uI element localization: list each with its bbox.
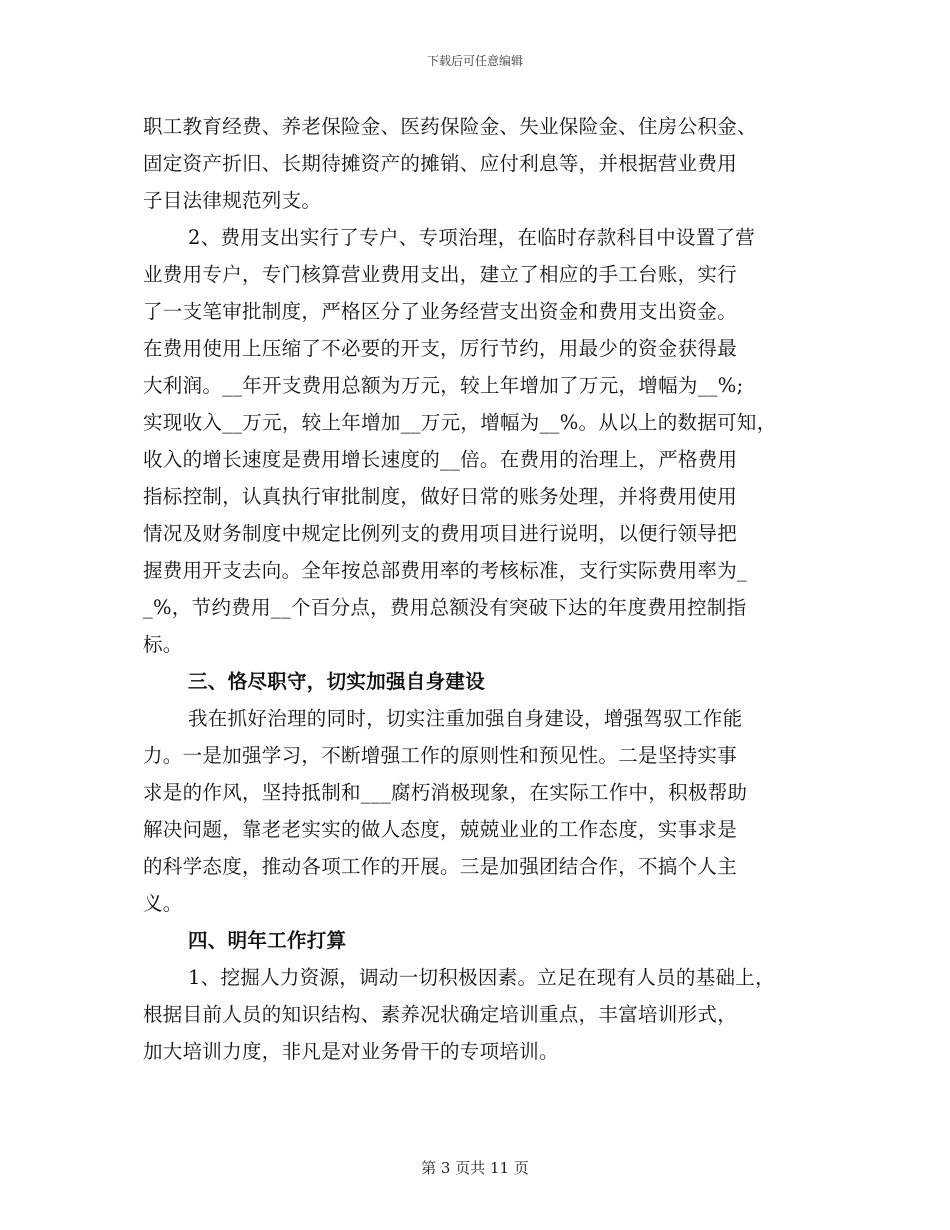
- body-text-line: 标。: [143, 633, 183, 656]
- body-text-line: 指标控制，认真执行审批制度，做好日常的账务处理，并将费用使用: [143, 485, 738, 508]
- body-text-line: 2、费用支出实行了专户、专项治理，在临时存款科目中设置了营: [188, 226, 756, 249]
- body-text-line: 子目法律规范列支。: [143, 189, 322, 212]
- body-text-line: 大利润。__年开支费用总额为万元，较上年增加了万元，增幅为__%;: [143, 374, 744, 397]
- body-text-line: 求是的作风，坚持抵制和___腐朽消极现象，在实际工作中，积极帮助: [143, 781, 748, 804]
- body-text-line: 在费用使用上压缩了不必要的开支，厉行节约，用最少的资金获得最: [143, 337, 738, 360]
- body-text-line: 我在抓好治理的同时，切实注重加强自身建设，增强驾驭工作能: [188, 707, 743, 730]
- section-heading: 四、明年工作打算: [188, 929, 347, 952]
- body-text-line: _%，节约费用__个百分点，费用总额没有突破下达的年度费用控制指: [143, 596, 747, 619]
- document-body: [143, 108, 823, 1070]
- body-text-line: 握费用开支去向。全年按总部费用率的考核标准，支行实际费用率为_: [143, 559, 748, 582]
- body-text-line: 力。一是加强学习，不断增强工作的原则性和预见性。二是坚持实事: [143, 744, 738, 767]
- body-text-line: 解决问题，靠老老实实的做人态度，兢兢业业的工作态度，实事求是: [143, 818, 738, 841]
- body-text-line: 业费用专户，专门核算营业费用支出，建立了相应的手工台账，实行: [143, 263, 738, 286]
- body-text-line: 情况及财务制度中规定比例列支的费用项目进行说明，以便行领导把: [143, 522, 738, 545]
- page-header: 下载后可任意编辑: [426, 54, 523, 68]
- body-text-line: 收入的增长速度是费用增长速度的__倍。在费用的治理上，严格费用: [143, 448, 738, 471]
- body-text-line: 义。: [143, 892, 183, 915]
- body-text-line: 的科学态度，推动各项工作的开展。三是加强团结合作，不搞个人主: [143, 855, 738, 878]
- section-heading: 三、恪尽职守，切实加强自身建设: [188, 670, 486, 693]
- body-text-line: 根据目前人员的知识结构、素养况状确定培训重点，丰富培训形式，: [143, 1003, 738, 1026]
- page-footer: 第 3 页共 11 页: [421, 1159, 529, 1177]
- body-text-line: 实现收入__万元，较上年增加__万元，增幅为__%。从以上的数据可知，: [143, 411, 777, 434]
- body-text-line: 1、挖掘人力资源，调动一切积极因素。立足在现有人员的基础上，: [188, 966, 775, 989]
- body-text-line: 了一支笔审批制度，严格区分了业务经营支出资金和费用支出资金。: [143, 300, 738, 323]
- body-text-line: 固定资产折旧、长期待摊资产的摊销、应付利息等，并根据营业费用: [143, 152, 738, 175]
- body-text-line: 职工教育经费、养老保险金、医药保险金、失业保险金、住房公积金、: [143, 115, 757, 138]
- body-text-line: 加大培训力度，非凡是对业务骨干的专项培训。: [143, 1040, 559, 1063]
